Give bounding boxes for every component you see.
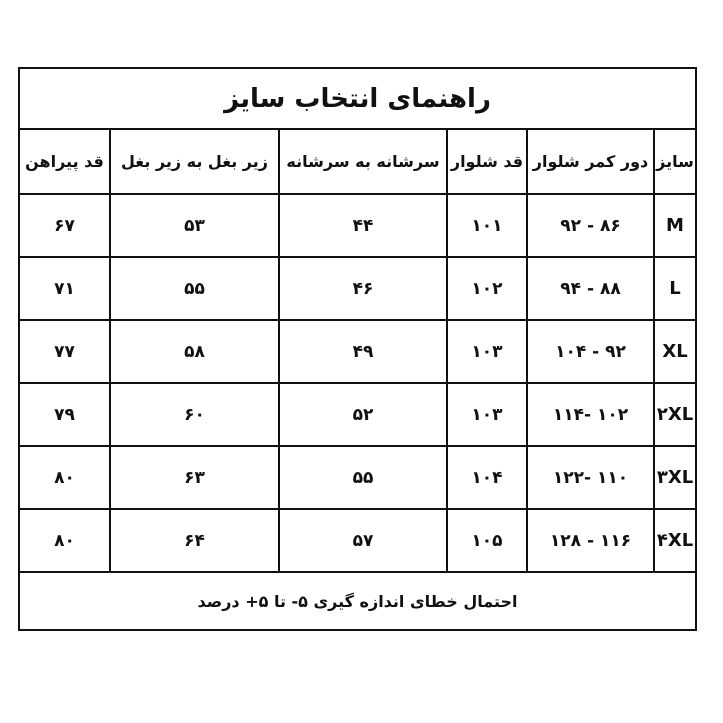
header-shirt-length: قد پیراهن <box>20 130 110 194</box>
header-pants-length: قد شلوار <box>447 130 527 194</box>
shirt-length-cell: ۷۹ <box>20 383 110 446</box>
header-armpit: زیر بغل به زیر بغل <box>110 130 279 194</box>
waist-cell: ۸۸ - ۹۴ <box>527 257 654 320</box>
shoulder-cell: ۴۴ <box>279 194 447 257</box>
size-table <box>20 130 695 573</box>
waist-cell: ۹۲ - ۱۰۴ <box>527 320 654 383</box>
pants-length-cell: ۱۰۲ <box>447 257 527 320</box>
pants-length-cell: ۱۰۳ <box>447 320 527 383</box>
shirt-length-cell: ۸۰ <box>20 509 110 572</box>
table-row <box>20 194 695 257</box>
table-row <box>20 383 695 446</box>
shirt-length-cell: ۷۷ <box>20 320 110 383</box>
size-cell: L <box>654 257 695 320</box>
table-row <box>20 257 695 320</box>
armpit-cell: ۵۵ <box>110 257 279 320</box>
armpit-cell: ۵۸ <box>110 320 279 383</box>
waist-cell: ۱۱۰ -۱۲۲ <box>527 446 654 509</box>
shirt-length-cell: ۸۰ <box>20 446 110 509</box>
size-cell: XL <box>654 320 695 383</box>
armpit-cell: ۵۳ <box>110 194 279 257</box>
waist-cell: ۱۱۶ - ۱۲۸ <box>527 509 654 572</box>
header-row <box>20 130 695 194</box>
shoulder-cell: ۵۵ <box>279 446 447 509</box>
armpit-cell: ۶۴ <box>110 509 279 572</box>
size-cell: ۳XL <box>654 446 695 509</box>
shoulder-cell: ۴۹ <box>279 320 447 383</box>
shoulder-cell: ۵۲ <box>279 383 447 446</box>
header-shoulder: سرشانه به سرشانه <box>279 130 447 194</box>
header-size: سایز <box>654 130 695 194</box>
waist-cell: ۸۶ - ۹۲ <box>527 194 654 257</box>
armpit-cell: ۶۰ <box>110 383 279 446</box>
shoulder-cell: ۴۶ <box>279 257 447 320</box>
size-cell: ۴XL <box>654 509 695 572</box>
size-guide-chart <box>18 67 697 631</box>
armpit-cell: ۶۳ <box>110 446 279 509</box>
table-row <box>20 446 695 509</box>
measurement-error-note: احتمال خطای اندازه گیری ۵- تا ۵+ درصد <box>197 591 518 611</box>
header-waist: دور کمر شلوار <box>527 130 654 194</box>
shirt-length-cell: ۶۷ <box>20 194 110 257</box>
pants-length-cell: ۱۰۱ <box>447 194 527 257</box>
chart-title: راهنمای انتخاب سایز <box>20 69 695 130</box>
waist-cell: ۱۰۲ -۱۱۴ <box>527 383 654 446</box>
size-cell: M <box>654 194 695 257</box>
table-row <box>20 509 695 572</box>
shoulder-cell: ۵۷ <box>279 509 447 572</box>
pants-length-cell: ۱۰۵ <box>447 509 527 572</box>
shirt-length-cell: ۷۱ <box>20 257 110 320</box>
pants-length-cell: ۱۰۳ <box>447 383 527 446</box>
pants-length-cell: ۱۰۴ <box>447 446 527 509</box>
table-row <box>20 320 695 383</box>
size-cell: ۲XL <box>654 383 695 446</box>
